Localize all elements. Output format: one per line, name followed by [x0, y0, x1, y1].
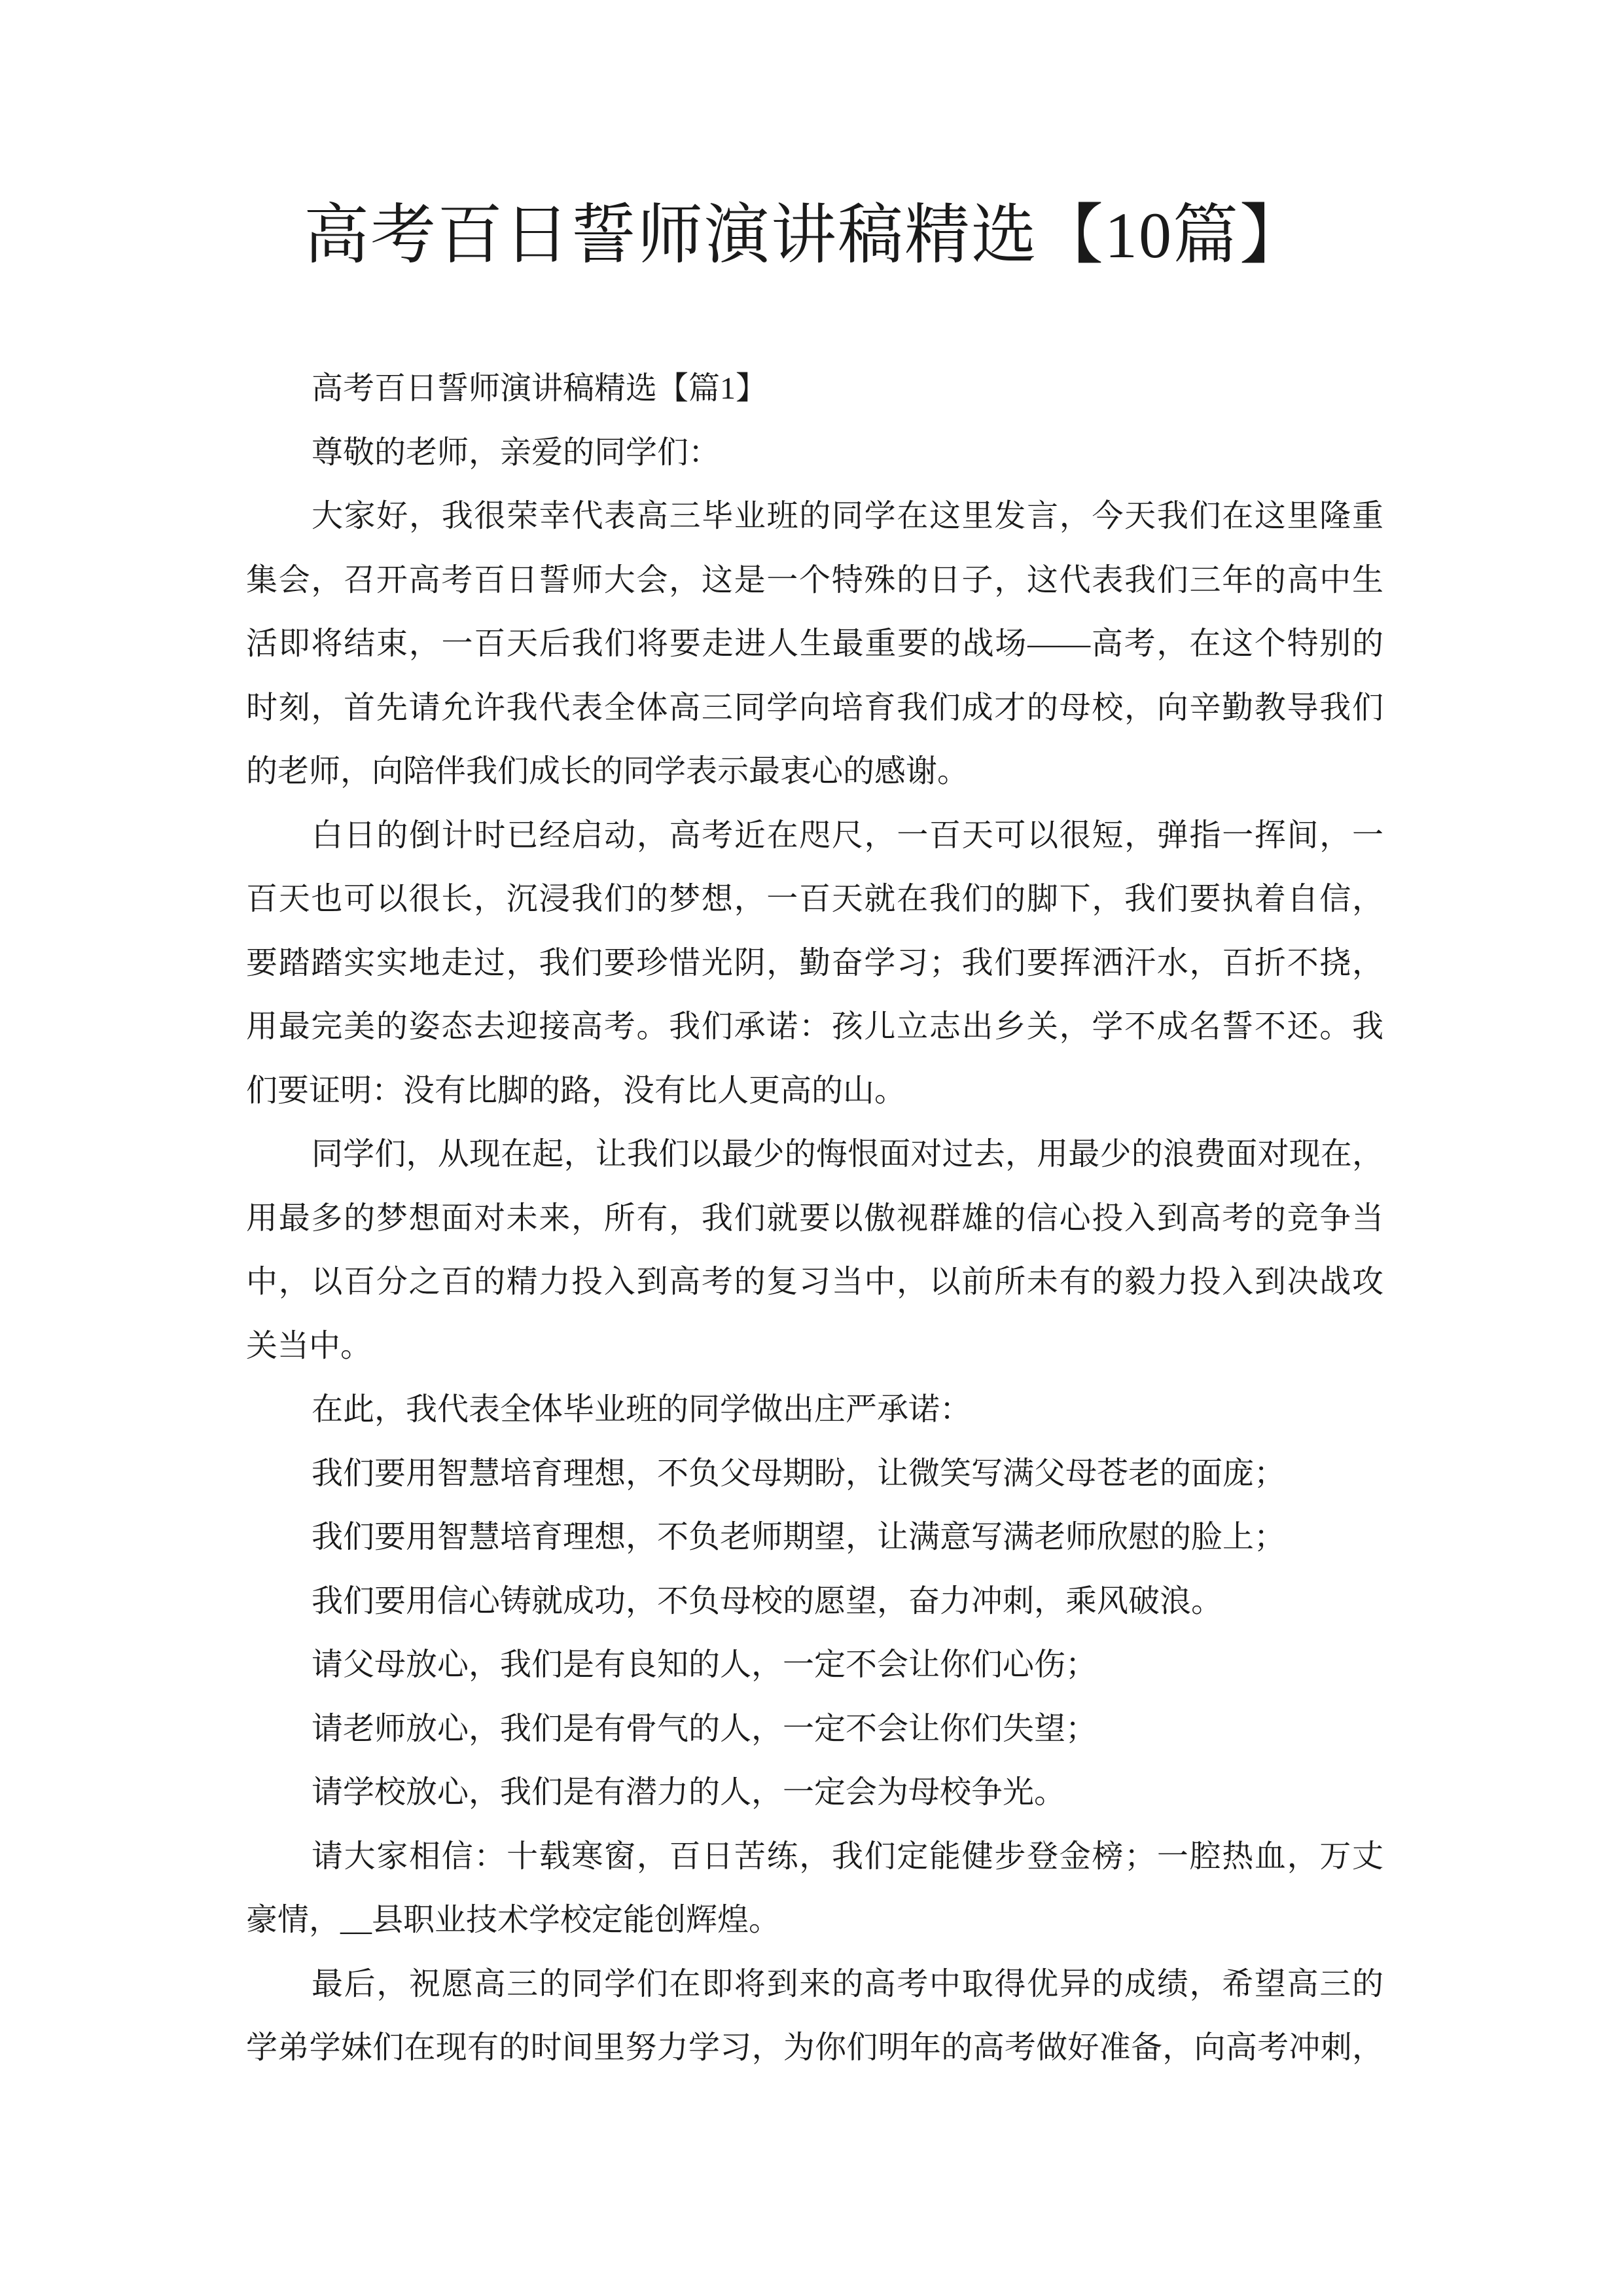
document-body [246, 357, 1383, 2080]
text-line: 百天也可以很长，沉浸我们的梦想，一百天就在我们的脚下，我们要执着自信， [246, 882, 1383, 916]
paragraph [246, 1952, 1383, 2080]
paragraph [246, 1697, 1383, 1761]
text-line: 尊敬的老师，亲爱的同学们： [312, 435, 721, 470]
text-line: 请大家相信：十载寒窗，百日苦练，我们定能健步登金榜；一腔热血，万丈 [312, 1839, 1383, 1874]
text-line: 请父母放心，我们是有良知的人，一定不会让你们心伤； [312, 1647, 1097, 1682]
paragraph [246, 1761, 1383, 1825]
text-line: 活即将结束，一百天后我们将要走进人生最重要的战场——高考，在这个特别的 [246, 626, 1383, 661]
paragraph [246, 1633, 1383, 1697]
text-line: 请学校放心，我们是有潜力的人，一定会为母校争光。 [312, 1775, 1066, 1810]
document-title: 高考百日誓师演讲稿精选【10篇】 [304, 199, 1306, 272]
paragraph [246, 1505, 1383, 1570]
text-line: 时刻，首先请允许我代表全体高三同学向培育我们成才的母校，向辛勤教导我们 [246, 690, 1383, 725]
paragraph [246, 1442, 1383, 1506]
paragraph [246, 484, 1383, 804]
text-line: 我们要用智慧培育理想，不负老师期望，让满意写满老师欣慰的脸上； [312, 1520, 1286, 1554]
text-line: 中，以百分之百的精力投入到高考的复习当中，以前所未有的毅力投入到决战攻 [246, 1265, 1383, 1299]
text-line: 用最完美的姿态去迎接高考。我们承诺：孩儿立志出乡关，学不成名誓不还。我 [246, 1009, 1383, 1044]
text-line: 大家好，我很荣幸代表高三毕业班的同学在这里发言，今天我们在这里隆重 [312, 499, 1383, 533]
text-line: 学弟学妹们在现有的时间里努力学习，为你们明年的高考做好准备，向高考冲刺， [246, 2030, 1383, 2065]
text-line: 要踏踏实实地走过，我们要珍惜光阴，勤奋学习；我们要挥洒汗水，百折不挠， [246, 945, 1383, 980]
paragraph [246, 357, 1383, 421]
paragraph [246, 804, 1383, 1123]
paragraph [246, 1378, 1383, 1442]
paragraph [246, 1825, 1383, 1952]
text-line: 同学们，从现在起，让我们以最少的悔恨面对过去，用最少的浪费面对现在， [312, 1137, 1383, 1172]
text-line: 集会，召开高考百日誓师大会，这是一个特殊的日子，这代表我们三年的高中生 [246, 562, 1383, 598]
text-line: 白日的倒计时已经启动，高考近在咫尺，一百天可以很短，弹指一挥间，一 [312, 817, 1383, 853]
text-line: 的老师，向陪伴我们成长的同学表示最衷心的感谢。 [246, 754, 969, 789]
text-line: 豪情，__县职业技术学校定能创辉煌。 [246, 1903, 781, 1937]
text-line: 用最多的梦想面对未来，所有，我们就要以傲视群雄的信心投入到高考的竞争当 [246, 1200, 1383, 1236]
text-line: 最后，祝愿高三的同学们在即将到来的高考中取得优异的成绩，希望高三的 [312, 1966, 1383, 2001]
text-line: 我们要用信心铸就成功，不负母校的愿望，奋力冲刺，乘风破浪。 [312, 1583, 1223, 1619]
paragraph [246, 421, 1383, 485]
text-line: 在此，我代表全体毕业班的同学做出庄严承诺： [312, 1392, 972, 1427]
text-line: 们要证明：没有比脚的路，没有比人更高的山。 [246, 1073, 906, 1108]
paragraph [246, 1122, 1383, 1378]
text-line: 关当中。 [246, 1328, 372, 1363]
text-line: 请老师放心，我们是有骨气的人，一定不会让你们失望； [312, 1711, 1097, 1746]
text-line: 高考百日誓师演讲稿精选【篇1】 [312, 371, 768, 406]
paragraph [246, 1570, 1383, 1634]
text-line: 我们要用智慧培育理想，不负父母期盼，让微笑写满父母苍老的面庞； [312, 1456, 1286, 1491]
